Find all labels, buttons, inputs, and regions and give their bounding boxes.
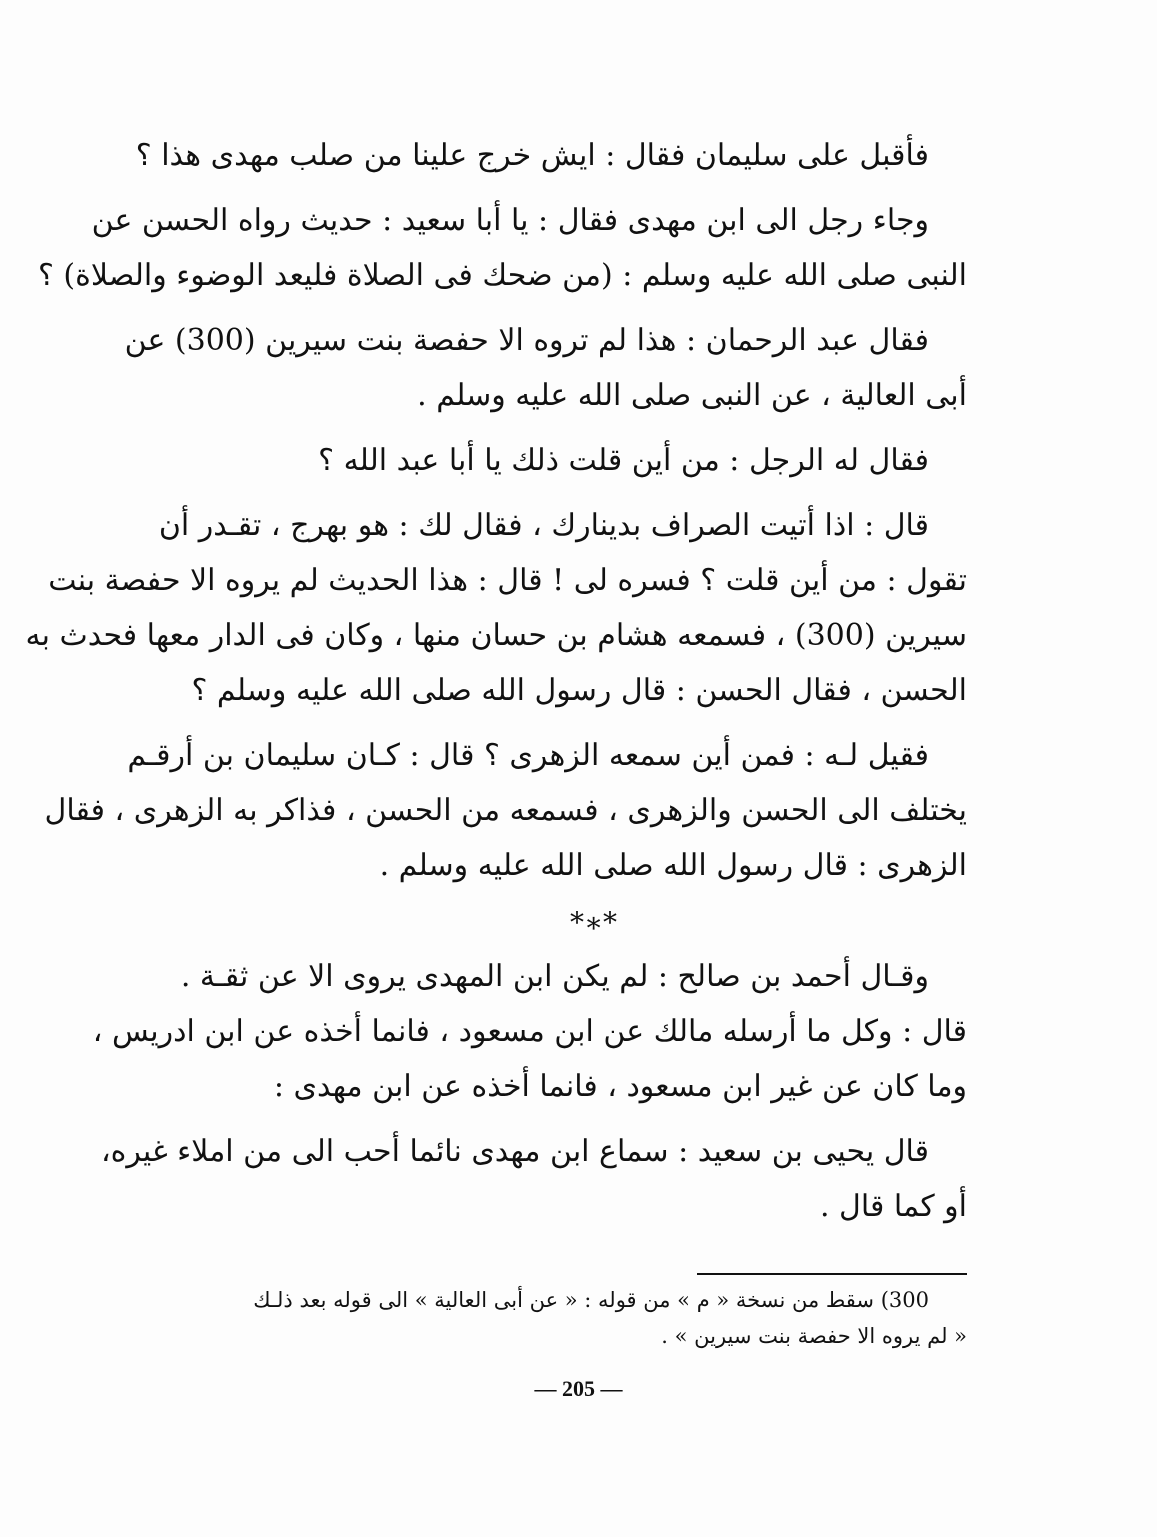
footnote-line: 300) سقط من نسخة « م » من قوله : « عن أبى العالية » الى قوله بعد ذلـك [253, 1288, 929, 1312]
text-line: الزهرى : قال رسول الله صلى الله عليه وسلم . [379, 848, 967, 883]
text-line: فقيل لـه : فمن أين سمعه الزهرى ؟ قال : كـان سليمان بن أرقـم [127, 738, 929, 773]
text-line: وقـال أحمد بن صالح : لم يكن ابن المهدى يروى الا عن ثقـة . [180, 959, 929, 994]
footnote [220, 1282, 967, 1354]
text-line: فقال عبد الرحمان : هذا لم تروه الا حفصة بنت سيرين (300) عن [124, 323, 929, 358]
text-line: قال : اذا أتيت الصراف بدينارك ، فقال لك : هو بهرج ، تقـدر أن [158, 508, 929, 543]
paragraph-1 [135, 128, 967, 183]
text-line: فقال له الرجل : من أين قلت ذلك يا أبا عبد الله ؟ [318, 443, 929, 478]
text-line: وجاء رجل الى ابن مهدى فقال : يا أبا سعيد : حديث رواه الحسن عن [91, 203, 929, 238]
text-line: فأقبل على سليمان فقال : ايش خرج علينا من صلب مهدى هذا ؟ [135, 138, 929, 173]
text-line: الحسن ، فقال الحسن : قال رسول الله صلى الله عليه وسلم ؟ [191, 673, 967, 708]
text-line: أبى العالية ، عن النبى صلى الله عليه وسلم . [417, 378, 967, 413]
text-line: تقول : من أين قلت ؟ فسره لى ! قال : هذا الحديث لم يروه الا حفصة بنت [48, 563, 967, 598]
paragraph-5 [25, 498, 967, 718]
main-text [25, 128, 967, 1244]
text-line: وما كان عن غير ابن مسعود ، فانما أخذه عن ابن مهدى : [273, 1069, 967, 1104]
paragraph-7 [92, 949, 967, 1114]
paragraph-2 [37, 193, 967, 303]
paragraph-8 [100, 1124, 967, 1234]
text-line: قال يحيى بن سعيد : سماع ابن مهدى نائما أحب الى من املاء غيره، [100, 1134, 929, 1169]
paragraph-3 [124, 313, 967, 423]
text-line: أو كما قال . [819, 1189, 967, 1224]
footnote-line: « لم يروه الا حفصة بنت سيرين » . [661, 1324, 967, 1348]
section-separator: *∗* [569, 906, 618, 939]
paragraph-6 [44, 728, 967, 893]
text-line: يختلف الى الحسن والزهرى ، فسمعه من الحسن ، فذاكر به الزهرى ، فقال [44, 793, 967, 828]
text-line: النبى صلى الله عليه وسلم : (من ضحك فى الصلاة فليعد الوضوء والصلاة) ؟ [37, 258, 967, 293]
paragraph-4 [220, 433, 967, 488]
page-number: — 205 — [534, 1376, 623, 1401]
text-line: سيرين (300) ، فسمعه هشام بن حسان منها ، وكان فى الدار معها فحدث به [25, 618, 967, 653]
footnote-divider [697, 1273, 967, 1275]
text-line: قال : وكل ما أرسله مالك عن ابن مسعود ، فانما أخذه عن ابن ادريس ، [92, 1014, 967, 1049]
